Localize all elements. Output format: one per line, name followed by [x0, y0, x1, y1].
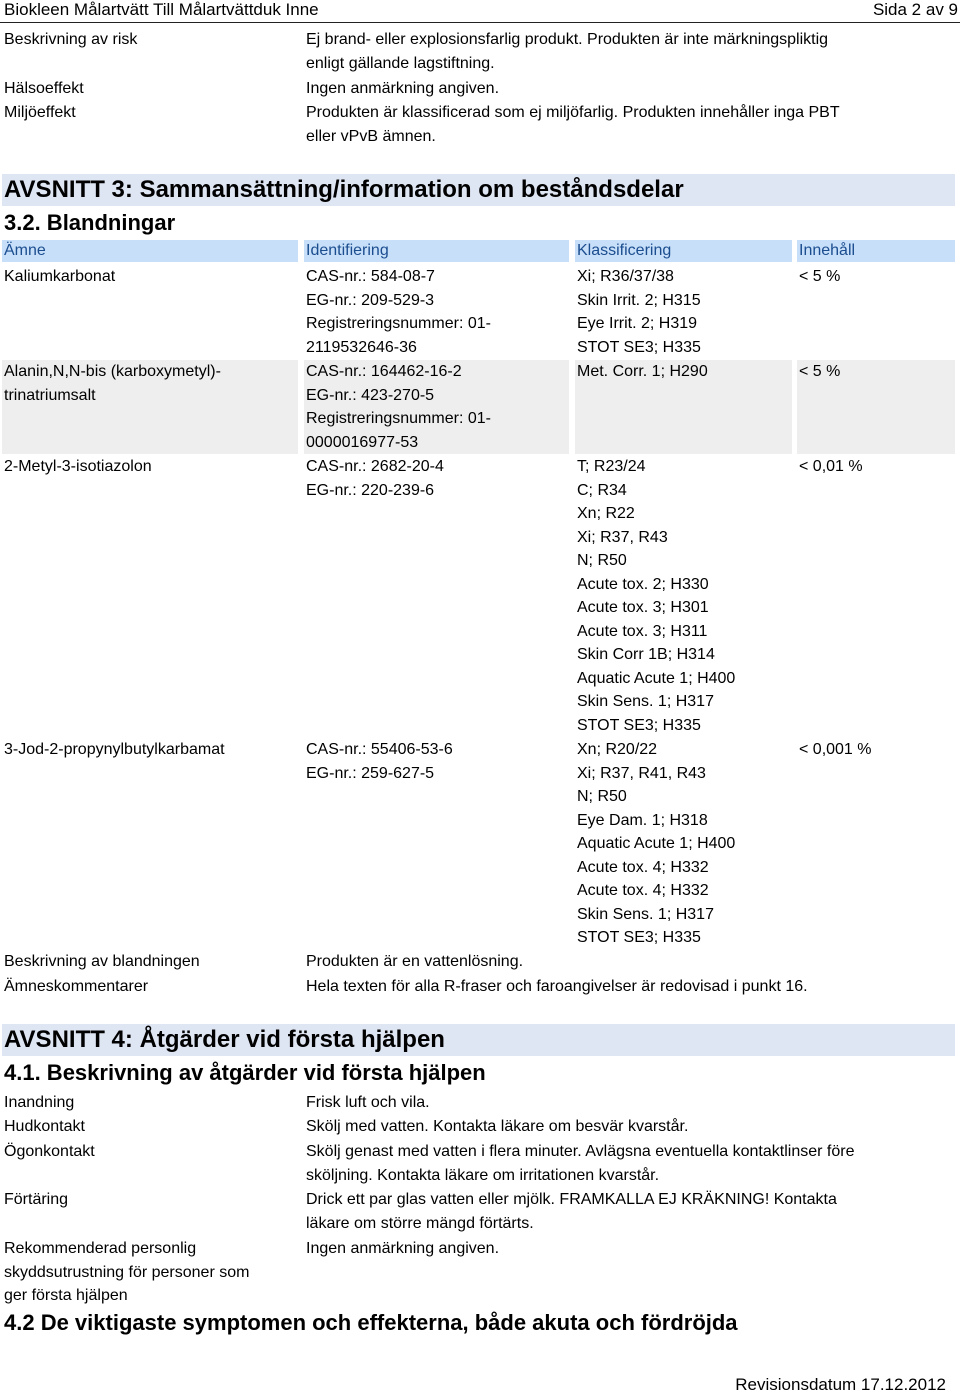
substance-cell: 3-Jod-2-propynylbutylkarbamat [4, 741, 225, 758]
document-title: Biokleen Målartvätt Till Målartvättduk Inne [4, 0, 319, 19]
classification-cell: Xn; R20/22 Xi; R37, R41, R43 N; R50 Eye Dam. 1; H318 Aquatic Acute 1; H400 Acute tox. 4; H332 Acute tox. 4; H332 Skin Sens. 1; H317 STOT SE3; H335 [577, 741, 736, 946]
comments-label: Ämneskommentarer [4, 978, 149, 995]
section-3-subtitle: 3.2. Blandningar [4, 210, 176, 235]
first-aid-value: Frisk luft och vila. [306, 1094, 430, 1111]
identification-cell: CAS-nr.: 584-08-7 EG-nr.: 209-529-3 Registreringsnummer: 01- 2119532646-36 [306, 268, 491, 356]
revision-date: Revisionsdatum 17.12.2012 [735, 1375, 946, 1394]
substance-cell: Alanin,N,N-bis (karboxymetyl)- trinatriumsalt [4, 363, 221, 404]
section-3-title: AVSNITT 3: Sammansättning/information om beståndsdelar [4, 176, 684, 203]
risk-description-value: Ej brand- eller explosionsfarlig produkt. Produkten är inte märkningspliktig enligt gällande lagstiftning. [306, 31, 829, 72]
section-4-heading [2, 1024, 955, 1056]
environment-effect-label: Miljöeffekt [4, 104, 76, 121]
section-3-heading [2, 174, 955, 206]
mix-description-label: Beskrivning av blandningen [4, 953, 200, 970]
page-number: Sida 2 av 9 [872, 0, 958, 19]
first-aid-value: Skölj genast med vatten i flera minuter. Avlägsna eventuella kontaktlinser före sköljning. Kontakta läkare om irritationen kvarstår. [306, 1143, 855, 1184]
environment-effect-value: Produkten är klassificerad som ej miljöfarlig. Produkten innehåller inga PBT eller vPvB ämnen. [306, 104, 840, 145]
mix-description-value: Produkten är en vattenlösning. [306, 953, 524, 970]
content-cell: < 5 % [799, 268, 841, 285]
first-aid-label: Rekommenderad personlig skyddsutrustning för personer som ger första hjälpen [4, 1240, 250, 1304]
first-aid-label: Ögonkontakt [4, 1143, 95, 1160]
composition-table-header [2, 240, 955, 262]
section-4-title: AVSNITT 4: Åtgärder vid första hjälpen [4, 1026, 445, 1053]
content-cell: < 0,001 % [799, 741, 872, 758]
column-header-content: Innehåll [797, 240, 955, 262]
first-aid-label: Inandning [4, 1094, 75, 1111]
first-aid-value: Ingen anmärkning angiven. [306, 1240, 500, 1257]
health-effect-label: Hälsoeffekt [4, 80, 84, 97]
first-aid-label: Förtäring [4, 1191, 69, 1208]
column-header-identification: Identifiering [304, 240, 569, 262]
comments-value: Hela texten för alla R-fraser och faroangivelser är redovisad i punkt 16. [306, 978, 808, 995]
page-header [0, 0, 960, 23]
classification-cell: T; R23/24 C; R34 Xn; R22 Xi; R37, R43 N; R50 Acute tox. 2; H330 Acute tox. 3; H301 Acute tox. 3; H311 Skin Corr 1B; H314 Aquatic Acute 1; H400 Skin Sens. 1; H317 STOT SE3; H335 [577, 458, 736, 734]
classification-cell: Xi; R36/37/38 Skin Irrit. 2; H315 Eye Irrit. 2; H319 STOT SE3; H335 [577, 268, 701, 356]
section-4-2-subtitle: 4.2 De viktigaste symptomen och effekterna, både akuta och fördröjda [4, 1310, 738, 1335]
content-cell: < 5 % [799, 363, 841, 380]
health-effect-value: Ingen anmärkning angiven. [306, 80, 500, 97]
substance-cell: Kaliumkarbonat [4, 268, 116, 285]
first-aid-value: Skölj med vatten. Kontakta läkare om besvär kvarstår. [306, 1118, 689, 1135]
identification-cell: CAS-nr.: 164462-16-2 EG-nr.: 423-270-5 Registreringsnummer: 01- 0000016977-53 [306, 363, 491, 451]
section-4-subtitle: 4.1. Beskrivning av åtgärder vid första hjälpen [4, 1060, 486, 1085]
column-header-substance: Ämne [2, 240, 298, 262]
identification-cell: CAS-nr.: 2682-20-4 EG-nr.: 220-239-6 [306, 458, 444, 499]
first-aid-value: Drick ett par glas vatten eller mjölk. FRAMKALLA EJ KRÄKNING! Kontakta läkare om större mängd förtärts. [306, 1191, 837, 1232]
identification-cell: CAS-nr.: 55406-53-6 EG-nr.: 259-627-5 [306, 741, 453, 782]
first-aid-label: Hudkontakt [4, 1118, 85, 1135]
column-header-classification: Klassificering [575, 240, 792, 262]
risk-description-label: Beskrivning av risk [4, 31, 138, 48]
substance-cell: 2-Metyl-3-isotiazolon [4, 458, 152, 475]
classification-cell: Met. Corr. 1; H290 [577, 363, 708, 380]
content-cell: < 0,01 % [799, 458, 863, 475]
